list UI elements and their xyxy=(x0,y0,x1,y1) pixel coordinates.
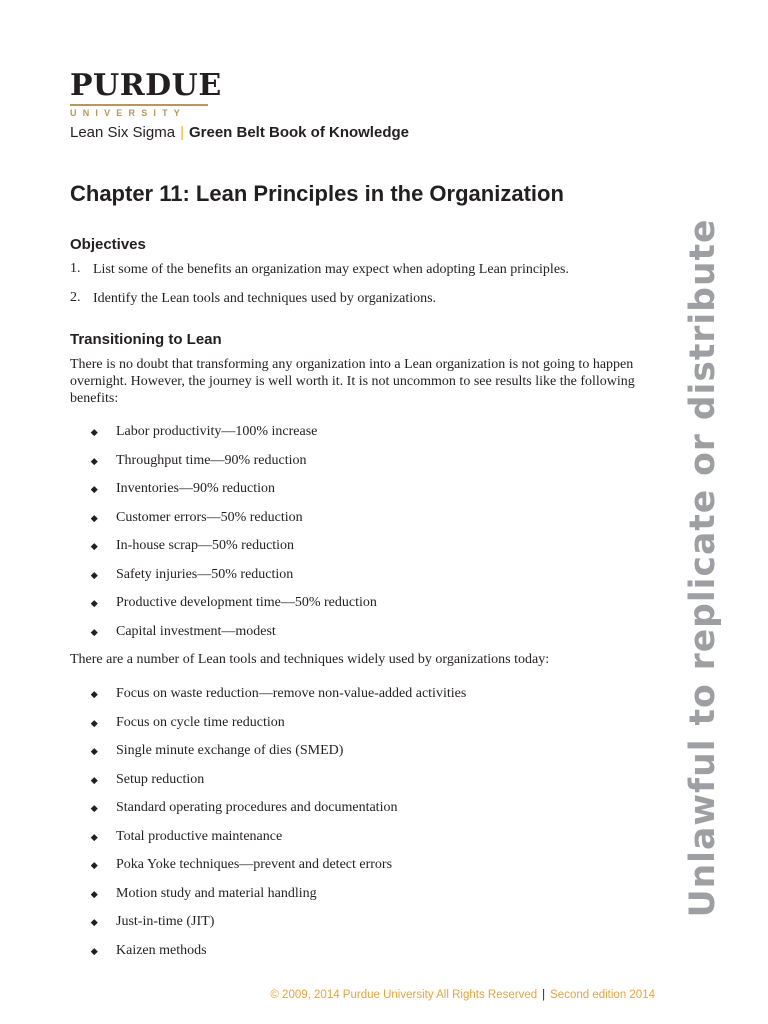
transitioning-heading: Transitioning to Lean xyxy=(70,331,222,348)
series-separator: | xyxy=(180,124,184,141)
benefit-text: In-house scrap—50% reduction xyxy=(116,538,295,553)
tool-text: Focus on cycle time reduction xyxy=(116,714,285,730)
chapter-title: Chapter 11: Lean Principles in the Organization xyxy=(70,181,564,206)
bullet-icon xyxy=(91,805,97,811)
bullet-icon xyxy=(91,572,97,578)
tool-text: Standard operating procedures and documentation xyxy=(116,800,398,815)
bullet-icon xyxy=(91,543,97,549)
tool-text: Motion study and material handling xyxy=(116,885,317,901)
bullet-icon xyxy=(91,629,97,635)
benefit-text: Productive development time—50% reduction xyxy=(116,595,377,610)
intro-line: overnight. However, the journey is well worth it. It is not uncommon to see results like the following xyxy=(70,374,635,389)
bullet-icon xyxy=(91,458,97,464)
tool-text: Focus on waste reduction—remove non-value-added activities xyxy=(116,686,467,701)
logo-rule xyxy=(70,104,208,106)
purdue-logo xyxy=(70,68,222,119)
tool-text: Kaizen methods xyxy=(116,942,207,958)
series-name: Lean Six Sigma xyxy=(70,124,176,141)
bullet-icon xyxy=(91,600,97,606)
book-title: Green Belt Book of Knowledge xyxy=(188,124,409,141)
benefit-text: Capital investment—modest xyxy=(116,623,276,639)
intro-line: There is no doubt that transforming any organization into a Lean organization is not going to happen xyxy=(70,357,634,372)
bullet-icon xyxy=(91,691,97,697)
tool-text: Total productive maintenance xyxy=(116,828,283,844)
bullet-icon xyxy=(91,919,97,925)
bullet-icon xyxy=(91,948,97,954)
objective-number: 2. xyxy=(70,290,81,305)
intro-line: benefits: xyxy=(70,391,119,406)
benefit-text: Throughput time—90% reduction xyxy=(116,452,307,468)
book-series-line xyxy=(70,124,409,141)
copyright-text: © 2009, 2014 Purdue University All Rights Reserved xyxy=(270,989,538,1001)
benefit-text: Labor productivity—100% increase xyxy=(116,424,318,439)
objective-number: 1. xyxy=(70,261,81,276)
benefit-text: Safety injuries—50% reduction xyxy=(116,566,294,582)
bullet-icon xyxy=(91,834,97,840)
objective-item: List some of the benefits an organization may expect when adopting Lean principles. xyxy=(93,262,569,277)
watermark: Unlawful to replicate or distribute xyxy=(683,218,723,918)
benefit-text: Customer errors—50% reduction xyxy=(116,509,303,525)
tool-text: Single minute exchange of dies (SMED) xyxy=(116,743,344,758)
objective-item: Identify the Lean tools and techniques used by organizations. xyxy=(93,291,437,306)
tool-text: Poka Yoke techniques—prevent and detect errors xyxy=(116,857,393,872)
logo-subtitle: UNIVERSITY xyxy=(70,108,187,118)
bullet-icon xyxy=(91,777,97,783)
bullet-icon xyxy=(91,429,97,435)
bullet-icon xyxy=(91,748,97,754)
tool-text: Setup reduction xyxy=(116,771,205,787)
bullet-icon xyxy=(91,486,97,492)
objectives-heading: Objectives xyxy=(70,236,146,253)
bullet-icon xyxy=(91,515,97,521)
footer-separator: | xyxy=(542,989,546,1001)
bullet-icon xyxy=(91,891,97,897)
page-footer xyxy=(270,989,655,1001)
tool-text: Just-in-time (JIT) xyxy=(116,914,215,929)
tools-intro: There are a number of Lean tools and techniques widely used by organizations today: xyxy=(70,652,550,667)
intro-paragraph xyxy=(70,356,650,407)
benefit-text: Inventories—90% reduction xyxy=(116,481,276,496)
bullet-icon xyxy=(91,862,97,868)
logo-wordmark: PURDUE xyxy=(70,68,222,103)
edition-text: Second edition 2014 xyxy=(550,989,655,1001)
bullet-icon xyxy=(91,720,97,726)
